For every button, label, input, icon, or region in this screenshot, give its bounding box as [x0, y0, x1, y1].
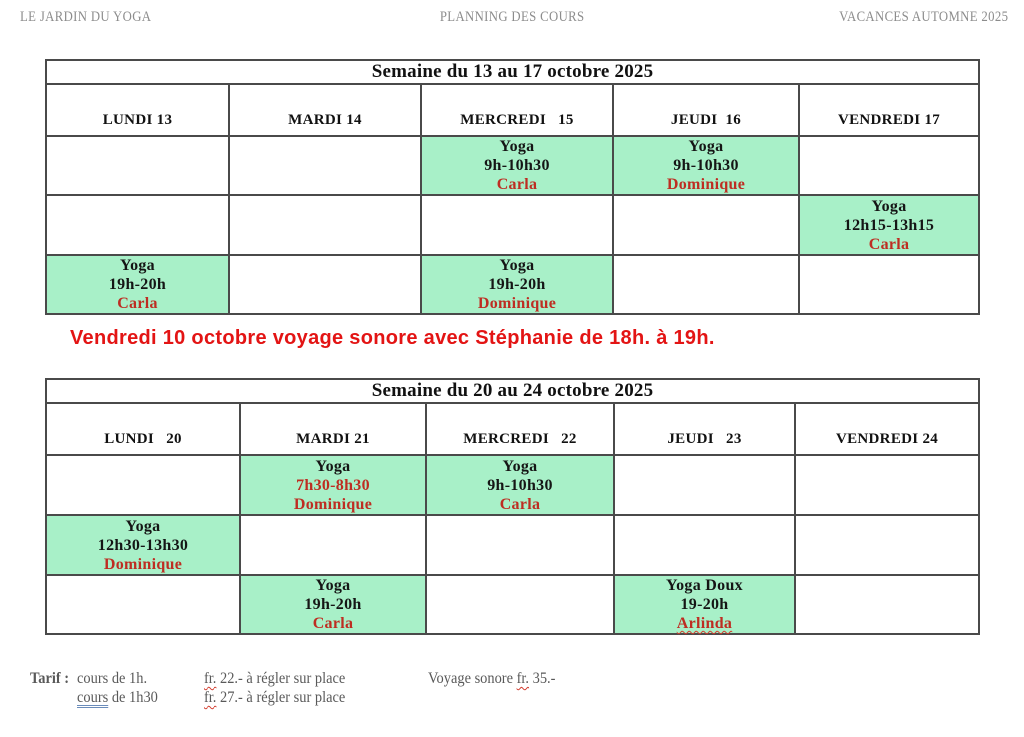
slot-time: 9h-10h30: [673, 157, 739, 174]
week1-table: [45, 59, 980, 315]
day-header-vendredi17: VENDREDI 17: [799, 84, 979, 136]
page-header: [0, 9, 1024, 31]
day-header-vendredi24: VENDREDI 24: [795, 403, 979, 455]
slot-time: 9h-10h30: [487, 476, 553, 494]
studio-name: LE JARDIN DU YOGA: [20, 9, 152, 25]
empty-cell: [614, 515, 795, 575]
slot-activity: Yoga Doux: [666, 577, 743, 594]
day-header-mercredi15: MERCREDI 15: [421, 84, 613, 136]
fr-abbrev: fr.: [516, 670, 530, 687]
course-1h30-rest: de 1h30: [108, 689, 158, 706]
slot-teacher: Carla: [117, 295, 158, 312]
day-header-lundi20: LUNDI 20: [46, 403, 240, 455]
slot-activity: Yoga: [120, 257, 155, 274]
empty-cell: [46, 575, 240, 634]
day-header-jeudi16: JEUDI 16: [613, 84, 799, 136]
slot-w1-vendredi-midi: [799, 195, 979, 255]
empty-cell: [240, 515, 426, 575]
fr-abbrev: fr.: [204, 670, 217, 687]
empty-cell: [46, 455, 240, 515]
empty-cell: [614, 455, 795, 515]
slot-teacher: Dominique: [293, 495, 373, 513]
day-header-mercredi22: MERCREDI 22: [426, 403, 614, 455]
fr-abbrev: fr.: [204, 689, 217, 706]
slot-w2-mercredi-matin: [426, 455, 614, 515]
voyage-label: Voyage sonore: [428, 670, 517, 687]
voyage-sonore-announcement: Vendredi 10 octobre voyage sonore avec Stéphanie de 18h. à 19h.: [70, 327, 715, 349]
slot-time: 12h30-13h30: [97, 536, 189, 554]
tarif-price-1h30-text: 27.- à régler sur place: [216, 689, 346, 706]
empty-cell: [799, 255, 979, 314]
slot-activity: Yoga: [688, 138, 724, 155]
empty-cell: [46, 136, 229, 195]
tarif-price-1h-text: 22.- à régler sur place: [216, 670, 346, 687]
tarif-label: Tarif :: [30, 670, 70, 687]
slot-activity: Yoga: [499, 257, 535, 274]
slot-activity: Yoga: [499, 138, 535, 155]
empty-cell: [426, 575, 614, 634]
slot-activity: Yoga: [502, 457, 538, 475]
season-label: VACANCES AUTOMNE 2025: [838, 9, 1008, 25]
tarif-price-1h30: [204, 689, 345, 707]
empty-cell: [613, 195, 799, 255]
slot-w1-mercredi-soir: [421, 255, 613, 314]
day-header-mardi21: MARDI 21: [240, 403, 426, 455]
day-header-jeudi23: JEUDI 23: [614, 403, 795, 455]
slot-time: 7h30-8h30: [296, 476, 370, 494]
slot-w2-lundi-midi: [46, 515, 240, 575]
slot-teacher: Dominique: [103, 555, 183, 573]
week1-title: Semaine du 13 au 17 octobre 2025: [46, 60, 979, 84]
slot-teacher: Carla: [496, 176, 538, 193]
slot-teacher: Dominique: [477, 295, 557, 312]
page-title: PLANNING DES COURS: [439, 9, 585, 25]
empty-cell: [799, 136, 979, 195]
slot-activity: Yoga: [315, 457, 351, 475]
slot-teacher: Arlinda: [676, 615, 733, 632]
day-header-mardi14: MARDI 14: [229, 84, 421, 136]
voyage-amount: 35.-: [529, 670, 556, 687]
empty-cell: [613, 255, 799, 314]
voyage-sonore-price: [428, 670, 555, 688]
empty-cell: [795, 455, 979, 515]
slot-teacher: Carla: [868, 235, 910, 253]
slot-time: 19h-20h: [108, 276, 167, 293]
slot-time: 12h15-13h15: [843, 216, 935, 234]
slot-activity: Yoga: [315, 577, 351, 594]
slot-teacher: Carla: [312, 615, 354, 632]
empty-cell: [421, 195, 613, 255]
empty-cell: [229, 195, 421, 255]
empty-cell: [426, 515, 614, 575]
empty-cell: [229, 255, 421, 314]
slot-teacher: Dominique: [666, 176, 746, 193]
empty-cell: [46, 195, 229, 255]
slot-w1-lundi-soir: [46, 255, 229, 314]
empty-cell: [795, 575, 979, 634]
slot-activity: Yoga: [125, 517, 161, 535]
slot-w1-jeudi-matin: [613, 136, 799, 195]
tarif-course-1h30: [77, 689, 158, 707]
empty-cell: [229, 136, 421, 195]
slot-time: 19h-20h: [488, 276, 546, 293]
slot-time: 19-20h: [680, 596, 729, 613]
week2-table: [45, 378, 980, 635]
slot-w2-mardi-matin: [240, 455, 426, 515]
day-header-lundi13: LUNDI 13: [46, 84, 229, 136]
cours-word: cours: [77, 689, 109, 706]
tarif-price-1h: [204, 670, 345, 688]
week2-title: Semaine du 20 au 24 octobre 2025: [46, 379, 979, 403]
slot-teacher: Carla: [499, 495, 541, 513]
slot-w2-jeudi-soir: [614, 575, 795, 634]
empty-cell: [795, 515, 979, 575]
slot-time: 9h-10h30: [484, 157, 550, 174]
slot-w2-mardi-soir: [240, 575, 426, 634]
tarif-course-1h: cours de 1h.: [77, 670, 148, 687]
slot-w1-mercredi-matin: [421, 136, 613, 195]
slot-activity: Yoga: [871, 197, 907, 215]
slot-time: 19h-20h: [304, 596, 362, 613]
